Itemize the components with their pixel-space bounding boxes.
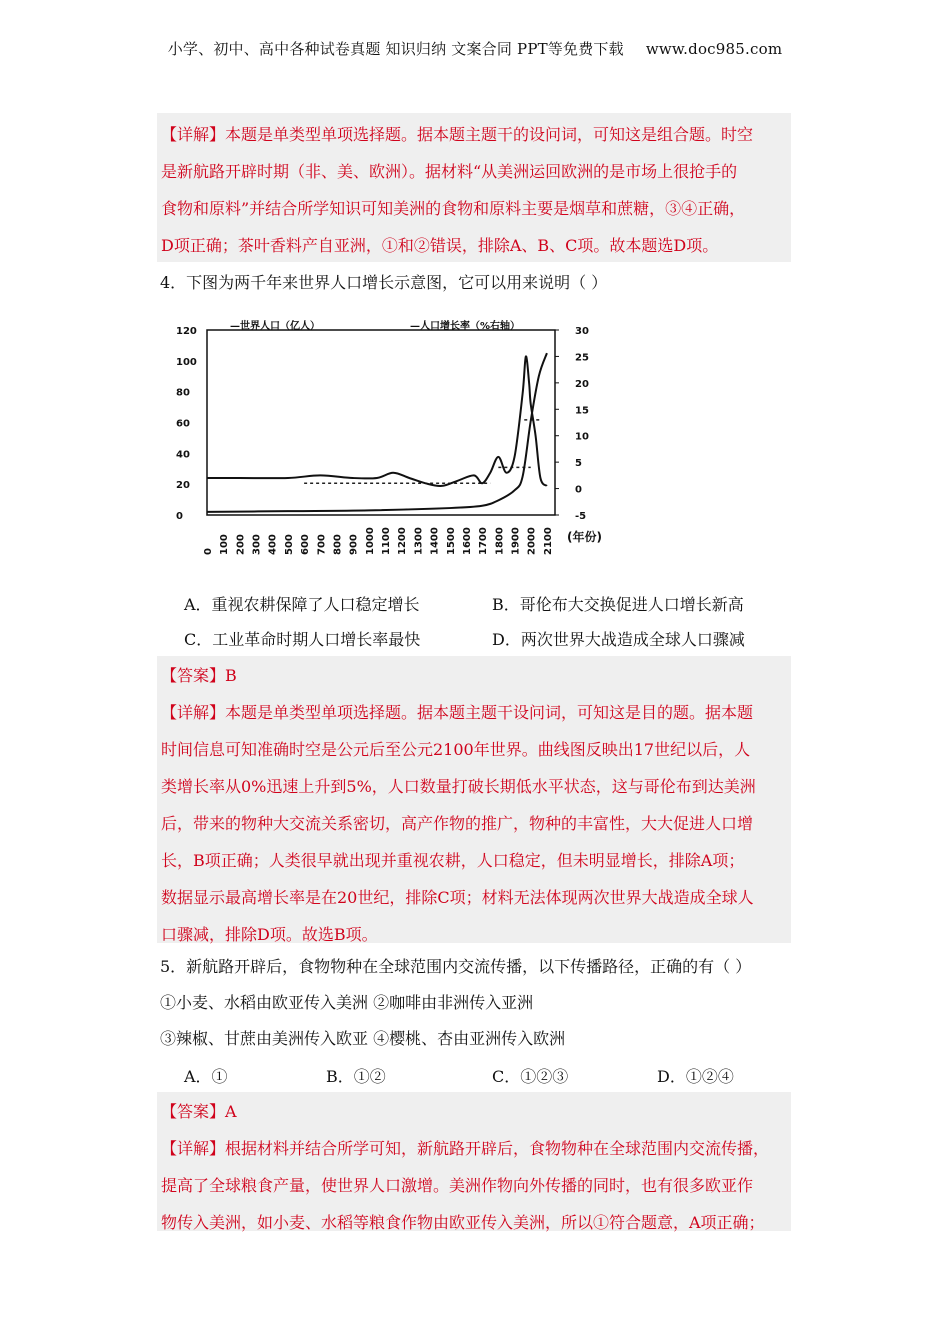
x-tick-label: 1700	[478, 527, 490, 555]
x-tick-label: 1000	[364, 527, 376, 555]
x-tick-label: 100	[219, 534, 231, 555]
x-tick-label: 1100	[381, 527, 393, 555]
x-tick-label: 1800	[494, 527, 506, 555]
x-tick-label: 1600	[461, 527, 473, 555]
population-chart-svg	[170, 310, 610, 560]
x-tick-label: 1900	[510, 527, 522, 555]
q4-detail-line-2: 时间信息可知准确时空是公元后至公元2100年世界。曲线图反映出17世纪以后，人	[161, 740, 751, 759]
y-left-tick-label: 100	[176, 356, 197, 368]
x-tick-label: 500	[283, 534, 295, 555]
x-tick-label: 900	[348, 534, 360, 555]
y-right-tick-label: 5	[575, 458, 582, 470]
y-right-tick-label: 20	[575, 378, 589, 390]
x-tick-label: 600	[300, 534, 312, 555]
y-left-tick-label: 120	[176, 326, 197, 337]
q4-detail-line-6: 数据显示最高增长率是在20世纪，排除C项；材料无法体现两次世界大战造成全球人	[161, 888, 754, 907]
x-axis-label: (年份)	[567, 530, 602, 544]
q3-detail-line-2: 是新航路开辟时期（非、美、欧洲）。据材料“从美洲运回欧洲的是市场上很抢手的	[161, 162, 738, 181]
x-tick-label: 2000	[526, 527, 538, 555]
q4-detail-line-5: 长，B项正确；人类很早就出现并重视农耕，人口稳定，但未明显增长，排除A项；	[161, 851, 745, 870]
q3-detail-block	[157, 113, 791, 262]
q4-detail-tag: 【详解】	[161, 703, 226, 722]
q5-detail-line-1: 【详解】根据材料并结合所学可知，新航路开辟后，食物物种在全球范围内交流传播，	[161, 1139, 770, 1158]
y-right-tick-label: 25	[575, 352, 589, 364]
q4-option-b[interactable]: B．哥伦布大交换促进人口增长新高	[492, 595, 744, 614]
q5-answer-value: A	[225, 1102, 237, 1121]
x-tick-label: 400	[267, 534, 279, 555]
q4-option-c[interactable]: C．工业革命时期人口增长率最快	[184, 630, 421, 649]
y-left-tick-label: 60	[176, 418, 190, 430]
q4-detail-line-3: 类增长率从0%迅速上升到5%，人口数量打破长期低水平状态，这与哥伦布到达美洲	[161, 777, 756, 796]
y-right-tick-label: 0	[575, 484, 582, 496]
header-left-text: 小学、初中、高中各种试卷真题 知识归纳 文案合同 PPT等免费下载	[167, 40, 624, 58]
legend-population: —世界人口（亿人）	[230, 321, 320, 332]
q5-option-a[interactable]: A．①	[184, 1067, 228, 1086]
q4-option-d[interactable]: D．两次世界大战造成全球人口骤减	[492, 630, 745, 649]
q5-answer-tag: 【答案】	[161, 1102, 226, 1121]
q3-detail-line-1: 【详解】本题是单类型单项选择题。据本题主题干的设问词，可知这是组合题。时空	[161, 125, 754, 144]
q4-stem: 4．下图为两千年来世界人口增长示意图，它可以用来说明（ ）	[160, 273, 608, 292]
y-left-tick-label: 0	[176, 511, 183, 522]
q3-detail-tag: 【详解】	[161, 125, 226, 144]
x-tick-label: 1400	[429, 527, 441, 555]
series-line-population	[207, 353, 547, 512]
x-tick-label: 1200	[397, 527, 409, 555]
q4-detail-line-7: 口骤减，排除D项。故选B项。	[161, 925, 378, 944]
q3-detail-line-3: 食物和原料”并结合所学知识可知美洲的食物和原料主要是烟草和蔗糖，③④正确，	[161, 199, 746, 218]
q5-item-line-2: ③辣椒、甘蔗由美洲传入欧亚 ④樱桃、杏由亚洲传入欧洲	[160, 1029, 566, 1048]
x-tick-label: 1500	[445, 527, 457, 555]
x-tick-label: 1300	[413, 527, 425, 555]
plot-frame	[207, 330, 555, 515]
x-tick-label: 800	[332, 534, 344, 555]
legend-growth-rate: —人口增长率（%右轴）	[410, 321, 521, 332]
q5-detail-tag: 【详解】	[161, 1139, 226, 1158]
x-tick-label: 2100	[542, 527, 554, 555]
x-tick-label: 200	[235, 534, 247, 555]
page-header	[0, 38, 950, 59]
q5-option-c[interactable]: C．①②③	[492, 1067, 569, 1086]
y-right-tick-label: 15	[575, 405, 589, 417]
q5-stem: 5．新航路开辟后，食物物种在全球范围内交流传播，以下传播路径，正确的有（ ）	[160, 957, 752, 976]
q5-option-d[interactable]: D．①②④	[657, 1067, 734, 1086]
q4-answer-line	[161, 657, 787, 694]
y-left-tick-label: 40	[176, 449, 190, 461]
q5-item-line-1: ①小麦、水稻由欧亚传入美洲 ②咖啡由非洲传入亚洲	[160, 993, 534, 1012]
q4-detail-line-4: 后，带来的物种大交流关系密切，高产作物的推广，物种的丰富性，大大促进人口增	[161, 814, 754, 833]
q4-option-a[interactable]: A．重视农耕保障了人口稳定增长	[184, 595, 420, 614]
q5-answer-block	[157, 1092, 791, 1231]
q3-detail-line-4: D项正确；茶叶香料产自亚洲，①和②错误，排除A、B、C项。故本题选D项。	[161, 236, 719, 255]
q5-answer-line	[161, 1093, 787, 1130]
y-right-tick-label: -5	[575, 511, 587, 522]
x-tick-label: 700	[316, 534, 328, 555]
q5-detail-line-2: 提高了全球粮食产量，使世界人口激增。美洲作物向外传播的同时，也有很多欧亚作	[161, 1176, 754, 1195]
q5-detail-line-3: 物传入美洲，如小麦、水稻等粮食作物由欧亚传入美洲，所以①符合题意，A项正确；	[161, 1213, 765, 1232]
y-left-tick-label: 80	[176, 387, 190, 399]
series-line-growth-rate	[207, 356, 547, 486]
q4-detail-line-1: 【详解】本题是单类型单项选择题。据本题主题干设问词，可知这是目的题。据本题	[161, 703, 754, 722]
y-right-tick-label: 10	[575, 431, 589, 443]
q4-answer-tag: 【答案】	[161, 666, 226, 685]
y-left-tick-label: 20	[176, 480, 190, 492]
x-tick-label: 0	[203, 548, 214, 555]
y-right-tick-label: 30	[575, 326, 589, 337]
q4-answer-block	[157, 656, 791, 943]
population-chart	[170, 310, 610, 560]
q5-option-b[interactable]: B．①②	[326, 1067, 386, 1086]
header-url[interactable]: www.doc985.com	[645, 40, 783, 58]
x-tick-label: 300	[251, 534, 263, 555]
q4-answer-value: B	[225, 666, 237, 685]
